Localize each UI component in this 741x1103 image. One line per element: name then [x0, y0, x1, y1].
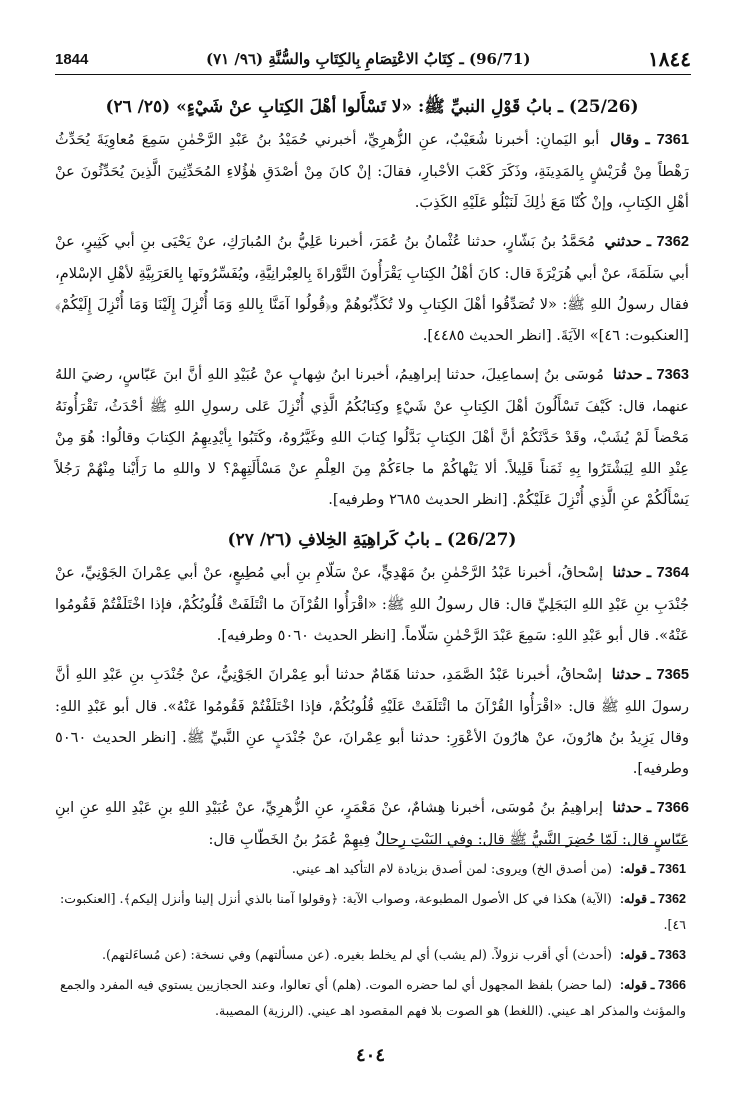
- footnote: [60, 942, 686, 968]
- footnote-ref: 7362 ـ قوله:: [619, 892, 687, 906]
- hadith-lead-word: ـ وقال: [610, 132, 650, 148]
- hadith-paragraph: [55, 226, 689, 351]
- hadith-number: 7366: [656, 800, 689, 816]
- hadith-text: إسْحاقُ، أخبرنا عَبْدُ الرَّحْمٰنِ بنُ مَهْدِيٍّ، عنْ سَلّامِ بنِ أبي مُطِيعٍ، عنْ أبي عِمْرانَ الجَوْنِيِّ، عنْ جُنْدَبِ بنِ عَبْدِ اللهِ البَجَلِيِّ قال: قال رسولُ اللهِ ﷺ: «اقْرَأُوا القُرْآنَ ما ائْتَلَفَتْ قُلُوبُكُمْ، فإذا اخْتَلَفْتُمْ فَقُومُوا عَنْهُ». قال أبو عَبْدِ اللهِ: سَمِعَ عَبْدَ الرَّحْمٰنِ سَلّاماً. [انظر الحديث ٥٠٦٠ وطرفيه].: [55, 564, 689, 644]
- hadith-text: أبو اليَمانِ: أخبرنا شُعَيْبٌ، عنِ الزُّهرِيِّ، أخبرني حُمَيْدُ بنُ عَبْدِ الرَّحْمٰنِ سَمِعَ مُعاوِيَةَ يُحَدِّثُ رَهْطاً مِنْ قُرَيْشٍ بِالمَدِينَةِ، وذَكَرَ كَعْبَ الأحْبارِ، فقالَ: إنْ كانَ مِنْ أصْدَقِ هٰؤُلاءِ المُحَدِّثِينَ الَّذِينَ يُحَدِّثُونَ عنْ أهْلِ الكِتابِ، وإنْ كُنّا مَعَ ذٰلِكَ لَنَبْلُو عَلَيْهِ الكَذِبَ.: [55, 131, 689, 211]
- hadith-text: إسْحاقُ، أخبرنا عَبْدُ الصَّمَدِ، حدثنا هَمّامٌ حدثنا أبو عِمْرانَ الجَوْنِيُّ، عنْ جُنْدَبِ بنِ عَبْدِ اللهِ أنَّ رسولَ اللهِ ﷺ قال: «اقْرَأُوا القُرْآنَ ما ائْتَلَفَتْ عَلَيْهِ قُلُوبُكُمْ، فإذا اخْتَلَفْتُمْ فَقُومُوا عَنْهُ». قال أبو عَبْدِ اللهِ: وقال يَزِيدُ بنُ هارُونَ، عنْ هارُونَ الأعْوَرِ: حدثنا أبو عِمْرانَ، عنْ جُنْدَبٍ عنِ النَّبيِّ ﷺ. [انظر الحديث ٥٠٦٠ وطرفيه].: [55, 666, 689, 777]
- hadith-number: 7364: [656, 565, 689, 581]
- page-header: [55, 44, 691, 75]
- footnote-divider: [380, 845, 688, 846]
- footnote-text: (من أصدق الخ) ويروى: لمن أصدق بزيادة لام التأكيد اهـ عيني.: [291, 861, 612, 876]
- hadith-paragraph: [55, 124, 689, 218]
- hadith-paragraph: [55, 359, 689, 515]
- hadith-lead-word: ـ حدثنا: [611, 667, 651, 683]
- chapter-heading: (26/27) ـ بابُ كَراهِيَةِ الخِلافِ (٢٦/ ٢٧): [227, 530, 517, 550]
- footnote-text: (الآية) هكذا في كل الأصول المطبوعة، وصواب الآية: ﴿وقولوا آمنا بالذي أنزل إلينا وأنزل إليكم﴾. [العنكبوت: ٤٦].: [60, 891, 686, 932]
- hadith-lead-word: ـ حدثنا: [613, 367, 652, 383]
- footnote-text: (أحدث) أي أقرب نزولاً. (لم يشب) أي لم يخلط بغيره. (عن مسألتهم) وفي نسخة: (عن مُساءَلتهم).: [101, 947, 612, 962]
- hadith-text: مُحَمَّدُ بنُ بَشّارٍ، حدثنا عُثْمانُ بنُ عُمَرَ، أخبرنا عَلِيُّ بنُ المُبارَكِ، عنْ يَحْيَى بنِ أبي كَثِيرٍ، عنْ أبي سَلَمَةَ، عنْ أبي هُرَيْرَةَ قال: كانَ أهْلُ الكِتابِ يَقْرَأُونَ التَّوْراةَ بِالعِبْرانِيَّةِ، ويُفَسِّرُونَها بِالعَرَبِيَّةِ لأهْلِ الإسْلامِ، فقال رسولُ اللهِ ﷺ: «لا تُصَدِّقُوا أهْلَ الكِتابِ ولا تُكَذِّبُوهُمْ و﴿قُولُوا آمَنَّا بِاللهِ وَمَا أُنْزِلَ إِلَيْنَا وَمَا أُنْزِلَ إِلَيْكُمْ﴾ [العنكبوت: ٤٦]» الآيَةَ. [انظر الحديث ٤٤٨٥].: [55, 233, 689, 344]
- hadith-text: مُوسَى بنُ إسماعِيلَ، حدثنا إبراهِيمُ، أخبرنا ابنُ شِهابٍ عنْ عُبَيْدِ اللهِ أنَّ ابنَ عَبّاسٍ، رضيَ اللهُ عنهما، قال: كَيْفَ تَسْأَلُونَ أهْلَ الكِتابِ عنْ شَيْءٍ وكِتابُكُمُ الَّذِي أُنْزِلَ عَلى رسولِ اللهِ ﷺ أحْدَثُ، تَقْرَأُونَهُ مَحْضاً لَمْ يُشَبْ، وقَدْ حَدَّثَكُمْ أنَّ أهْلَ الكِتابِ بَدَّلُوا كِتابَ اللهِ وغَيَّرُوهُ، وكَتَبُوا بِأيْدِيهِمُ الكِتابَ وقالُوا: هُوَ مِنْ عِنْدِ اللهِ لِيَشْتَرُوا بِهِ ثَمَناً قَلِيلاً. ألا يَنْهاكُمْ ما جاءَكُمْ مِنَ العِلْمِ عنْ مَسْأَلَتِهِمْ؟ لا واللهِ ما رَأَيْنا مِنْهُمْ رَجُلاً يَسْأَلُكُمْ عنِ الَّذِي أُنْزِلَ عَلَيْكُمْ. [انظر الحديث ٢٦٨٥ وطرفيه].: [55, 366, 689, 508]
- hadith-number: 7362: [656, 234, 690, 250]
- footnote-text: (لما حضر) بلفظ المجهول أي لما حضره الموت. (هلم) أي تعالوا، وعند الحجازيين يستوي فيه المفرد والجمع والمؤنث والمذكر اهـ عيني. (اللغط) هو الصوت بلا فهم المقصود اهـ عيني. (الرزية) المصيبة.: [60, 977, 686, 1018]
- hadith-lead-word: ـ حدثني: [604, 234, 651, 250]
- hadith-paragraph: [55, 557, 689, 651]
- footnote-ref: 7363 ـ قوله:: [619, 948, 686, 962]
- page-number-latin: 1844: [55, 50, 89, 68]
- main-text: [55, 90, 689, 863]
- hadith-number: 7365: [656, 667, 689, 683]
- hadith-lead-word: ـ حدثنا: [612, 565, 652, 581]
- hadith-text: إبراهِيمُ بنُ مُوسَى، أخبرنا هِشامٌ، عنْ مَعْمَرٍ، عنِ الزُّهرِيِّ، عنْ عُبَيْدِ اللهِ بنِ عَبْدِ اللهِ عنِ ابنِ عَبّاسٍ قال: لَمّا حُضِرَ النَّبيُّ ﷺ قال: وفي البَيْتِ رِجالٌ فِيهِمْ عُمَرُ بنُ الخَطّابِ قال:: [55, 799, 689, 848]
- footnote: [60, 856, 686, 882]
- page-number-bottom: ٤٠٤: [355, 1045, 385, 1066]
- hadith-paragraph: [55, 659, 689, 784]
- footnote-ref: 7366 ـ قوله:: [619, 978, 686, 992]
- running-title: (96/71) ـ كِتَابُ الاعْتِصَامِ بِالكِتَابِ والسُّنَّةِ (٩٦/ ٧١): [205, 50, 531, 68]
- hadith-number: 7363: [656, 367, 690, 383]
- page-number-arabic: ١٨٤٤: [648, 47, 691, 71]
- footnote: [60, 972, 686, 1024]
- chapter-heading: (25/26) ـ بابُ قَوْلِ النبيِّ ﷺ: «لا تَسْأَلوا أهْلَ الكِتابِ عنْ شَيْءٍ» (٢٥/ ٢٦): [105, 97, 639, 117]
- hadith-number: 7361: [656, 132, 690, 148]
- footnotes: [60, 856, 686, 1028]
- hadith-lead-word: ـ حدثنا: [612, 800, 652, 816]
- footnote: [60, 886, 686, 938]
- footnote-ref: 7361 ـ قوله:: [619, 862, 686, 876]
